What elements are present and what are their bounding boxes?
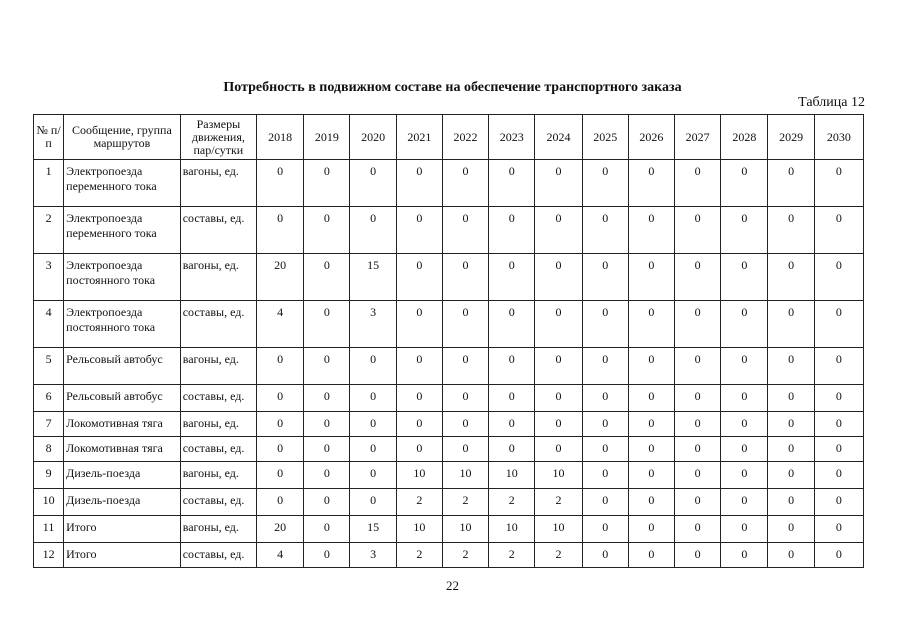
value-cell: 10 — [442, 462, 488, 489]
value-cell: 0 — [582, 489, 628, 516]
value-cell: 0 — [628, 254, 674, 301]
value-cell: 0 — [350, 489, 396, 516]
row-number-cell: 5 — [34, 348, 64, 385]
value-cell: 0 — [304, 543, 350, 568]
value-cell: 0 — [814, 254, 863, 301]
value-cell: 0 — [628, 207, 674, 254]
value-cell: 0 — [721, 462, 768, 489]
header-year: 2018 — [257, 115, 304, 160]
value-cell: 0 — [768, 412, 814, 437]
value-cell: 0 — [489, 385, 535, 412]
value-cell: 0 — [768, 160, 814, 207]
table-row — [34, 160, 864, 207]
value-cell: 0 — [768, 489, 814, 516]
value-cell: 0 — [535, 412, 582, 437]
value-cell: 0 — [350, 412, 396, 437]
value-cell: 0 — [768, 462, 814, 489]
header-year: 2028 — [721, 115, 768, 160]
value-cell: 0 — [675, 385, 721, 412]
route-cell: Электропоезда постоянного тока — [64, 254, 181, 301]
table-row — [34, 412, 864, 437]
unit-cell: вагоны, ед. — [180, 412, 256, 437]
value-cell: 0 — [350, 207, 396, 254]
route-cell: Рельсовый автобус — [64, 348, 181, 385]
row-number-cell: 3 — [34, 254, 64, 301]
table-row — [34, 489, 864, 516]
value-cell: 0 — [489, 437, 535, 462]
value-cell: 0 — [721, 412, 768, 437]
value-cell: 0 — [814, 348, 863, 385]
rolling-stock-table — [33, 114, 864, 568]
row-number-cell: 4 — [34, 301, 64, 348]
route-cell: Дизель-поезда — [64, 489, 181, 516]
unit-cell: составы, ед. — [180, 489, 256, 516]
value-cell: 0 — [628, 412, 674, 437]
table-row — [34, 348, 864, 385]
value-cell: 0 — [675, 462, 721, 489]
value-cell: 0 — [814, 207, 863, 254]
value-cell: 0 — [814, 301, 863, 348]
value-cell: 0 — [628, 348, 674, 385]
value-cell: 0 — [768, 348, 814, 385]
value-cell: 10 — [535, 462, 582, 489]
value-cell: 15 — [350, 254, 396, 301]
value-cell: 0 — [304, 516, 350, 543]
value-cell: 0 — [257, 385, 304, 412]
unit-cell: вагоны, ед. — [180, 348, 256, 385]
value-cell: 2 — [535, 489, 582, 516]
value-cell: 0 — [535, 207, 582, 254]
value-cell: 0 — [257, 412, 304, 437]
document-title: Потребность в подвижном составе на обеспечение транспортного заказа — [223, 80, 682, 95]
unit-cell: составы, ед. — [180, 301, 256, 348]
value-cell: 0 — [814, 412, 863, 437]
table-header-row — [34, 115, 864, 160]
route-cell: Итого — [64, 543, 181, 568]
value-cell: 0 — [304, 489, 350, 516]
value-cell: 0 — [675, 437, 721, 462]
value-cell: 10 — [535, 516, 582, 543]
value-cell: 0 — [628, 385, 674, 412]
header-year: 2020 — [350, 115, 396, 160]
unit-cell: вагоны, ед. — [180, 462, 256, 489]
header-year: 2023 — [489, 115, 535, 160]
value-cell: 0 — [304, 437, 350, 462]
value-cell: 10 — [396, 516, 442, 543]
value-cell: 0 — [814, 462, 863, 489]
value-cell: 0 — [535, 348, 582, 385]
value-cell: 0 — [442, 412, 488, 437]
value-cell: 0 — [396, 254, 442, 301]
row-number-cell: 10 — [34, 489, 64, 516]
value-cell: 0 — [582, 301, 628, 348]
value-cell: 0 — [396, 437, 442, 462]
value-cell: 0 — [442, 437, 488, 462]
table-row — [34, 301, 864, 348]
value-cell: 0 — [489, 348, 535, 385]
value-cell: 2 — [489, 489, 535, 516]
value-cell: 0 — [489, 160, 535, 207]
route-cell: Дизель-поезда — [64, 462, 181, 489]
value-cell: 0 — [304, 348, 350, 385]
value-cell: 0 — [304, 301, 350, 348]
value-cell: 0 — [350, 462, 396, 489]
table-label: Таблица 12 — [798, 95, 865, 110]
value-cell: 0 — [768, 207, 814, 254]
header-year: 2029 — [768, 115, 814, 160]
table-row — [34, 254, 864, 301]
value-cell: 0 — [628, 516, 674, 543]
value-cell: 0 — [396, 301, 442, 348]
value-cell: 2 — [442, 489, 488, 516]
value-cell: 0 — [675, 254, 721, 301]
value-cell: 0 — [257, 489, 304, 516]
value-cell: 0 — [304, 207, 350, 254]
value-cell: 0 — [535, 437, 582, 462]
unit-cell: составы, ед. — [180, 543, 256, 568]
value-cell: 0 — [814, 489, 863, 516]
row-number-cell: 7 — [34, 412, 64, 437]
header-year: 2025 — [582, 115, 628, 160]
value-cell: 0 — [582, 437, 628, 462]
value-cell: 15 — [350, 516, 396, 543]
table-body — [34, 160, 864, 568]
value-cell: 0 — [442, 348, 488, 385]
header-no: № п/п — [34, 115, 64, 160]
header-year: 2019 — [304, 115, 350, 160]
value-cell: 0 — [675, 207, 721, 254]
route-cell: Электропоезда постоянного тока — [64, 301, 181, 348]
value-cell: 0 — [675, 489, 721, 516]
value-cell: 0 — [628, 160, 674, 207]
row-number-cell: 8 — [34, 437, 64, 462]
value-cell: 0 — [721, 385, 768, 412]
value-cell: 0 — [304, 412, 350, 437]
value-cell: 0 — [721, 348, 768, 385]
value-cell: 0 — [396, 412, 442, 437]
value-cell: 0 — [582, 254, 628, 301]
value-cell: 0 — [721, 207, 768, 254]
value-cell: 0 — [814, 543, 863, 568]
value-cell: 4 — [257, 301, 304, 348]
value-cell: 0 — [304, 385, 350, 412]
row-number-cell: 6 — [34, 385, 64, 412]
value-cell: 0 — [350, 385, 396, 412]
value-cell: 0 — [489, 412, 535, 437]
route-cell: Локомотивная тяга — [64, 437, 181, 462]
value-cell: 0 — [350, 348, 396, 385]
header-unit: Размеры движения, пар/сутки — [180, 115, 256, 160]
value-cell: 0 — [814, 160, 863, 207]
value-cell: 0 — [814, 385, 863, 412]
value-cell: 10 — [489, 462, 535, 489]
unit-cell: составы, ед. — [180, 437, 256, 462]
value-cell: 4 — [257, 543, 304, 568]
value-cell: 0 — [350, 437, 396, 462]
value-cell: 0 — [675, 543, 721, 568]
route-cell: Электропоезда переменного тока — [64, 207, 181, 254]
value-cell: 2 — [535, 543, 582, 568]
value-cell: 2 — [396, 489, 442, 516]
value-cell: 0 — [721, 489, 768, 516]
value-cell: 0 — [768, 385, 814, 412]
row-number-cell: 9 — [34, 462, 64, 489]
value-cell: 0 — [628, 437, 674, 462]
row-number-cell: 11 — [34, 516, 64, 543]
value-cell: 0 — [582, 412, 628, 437]
value-cell: 0 — [396, 348, 442, 385]
value-cell: 0 — [304, 462, 350, 489]
header-year: 2022 — [442, 115, 488, 160]
value-cell: 0 — [582, 160, 628, 207]
value-cell: 0 — [768, 254, 814, 301]
table-row — [34, 207, 864, 254]
value-cell: 2 — [489, 543, 535, 568]
value-cell: 0 — [304, 160, 350, 207]
value-cell: 0 — [350, 160, 396, 207]
table-row — [34, 437, 864, 462]
value-cell: 0 — [675, 348, 721, 385]
value-cell: 0 — [396, 207, 442, 254]
header-year: 2024 — [535, 115, 582, 160]
value-cell: 0 — [675, 412, 721, 437]
value-cell: 10 — [442, 516, 488, 543]
value-cell: 0 — [396, 385, 442, 412]
value-cell: 0 — [675, 301, 721, 348]
value-cell: 20 — [257, 254, 304, 301]
value-cell: 0 — [442, 385, 488, 412]
header-route: Сообщение, группа маршрутов — [64, 115, 181, 160]
value-cell: 0 — [396, 160, 442, 207]
page-number: 22 — [446, 578, 459, 593]
value-cell: 10 — [396, 462, 442, 489]
unit-cell: составы, ед. — [180, 385, 256, 412]
value-cell: 0 — [721, 254, 768, 301]
value-cell: 0 — [628, 462, 674, 489]
route-cell: Локомотивная тяга — [64, 412, 181, 437]
header-year: 2026 — [628, 115, 674, 160]
value-cell: 10 — [489, 516, 535, 543]
header-year: 2021 — [396, 115, 442, 160]
value-cell: 0 — [582, 516, 628, 543]
value-cell: 0 — [628, 543, 674, 568]
table-row — [34, 385, 864, 412]
value-cell: 3 — [350, 301, 396, 348]
value-cell: 0 — [628, 301, 674, 348]
route-cell: Рельсовый автобус — [64, 385, 181, 412]
value-cell: 0 — [768, 437, 814, 462]
value-cell: 0 — [257, 207, 304, 254]
value-cell: 0 — [535, 160, 582, 207]
value-cell: 0 — [721, 516, 768, 543]
header-year: 2027 — [675, 115, 721, 160]
value-cell: 0 — [489, 207, 535, 254]
value-cell: 0 — [582, 385, 628, 412]
value-cell: 0 — [721, 437, 768, 462]
value-cell: 0 — [721, 301, 768, 348]
value-cell: 0 — [768, 516, 814, 543]
value-cell: 0 — [304, 254, 350, 301]
value-cell: 0 — [582, 462, 628, 489]
unit-cell: вагоны, ед. — [180, 516, 256, 543]
value-cell: 0 — [582, 207, 628, 254]
value-cell: 0 — [721, 160, 768, 207]
route-cell: Итого — [64, 516, 181, 543]
value-cell: 0 — [628, 489, 674, 516]
value-cell: 0 — [582, 543, 628, 568]
value-cell: 20 — [257, 516, 304, 543]
value-cell: 0 — [768, 301, 814, 348]
value-cell: 0 — [257, 437, 304, 462]
value-cell: 0 — [257, 462, 304, 489]
unit-cell: вагоны, ед. — [180, 160, 256, 207]
value-cell: 0 — [814, 516, 863, 543]
row-number-cell: 2 — [34, 207, 64, 254]
value-cell: 0 — [489, 254, 535, 301]
value-cell: 0 — [442, 207, 488, 254]
value-cell: 0 — [582, 348, 628, 385]
value-cell: 0 — [257, 160, 304, 207]
value-cell: 0 — [257, 348, 304, 385]
header-year: 2030 — [814, 115, 863, 160]
value-cell: 0 — [535, 254, 582, 301]
row-number-cell: 1 — [34, 160, 64, 207]
route-cell: Электропоезда переменного тока — [64, 160, 181, 207]
value-cell: 0 — [535, 301, 582, 348]
value-cell: 0 — [768, 543, 814, 568]
value-cell: 3 — [350, 543, 396, 568]
value-cell: 0 — [489, 301, 535, 348]
value-cell: 0 — [675, 160, 721, 207]
value-cell: 2 — [442, 543, 488, 568]
row-number-cell: 12 — [34, 543, 64, 568]
table-row — [34, 516, 864, 543]
value-cell: 0 — [675, 516, 721, 543]
table-row — [34, 543, 864, 568]
value-cell: 0 — [442, 254, 488, 301]
value-cell: 0 — [442, 160, 488, 207]
value-cell: 0 — [535, 385, 582, 412]
value-cell: 0 — [814, 437, 863, 462]
unit-cell: составы, ед. — [180, 207, 256, 254]
unit-cell: вагоны, ед. — [180, 254, 256, 301]
value-cell: 0 — [442, 301, 488, 348]
value-cell: 0 — [721, 543, 768, 568]
value-cell: 2 — [396, 543, 442, 568]
table-row — [34, 462, 864, 489]
